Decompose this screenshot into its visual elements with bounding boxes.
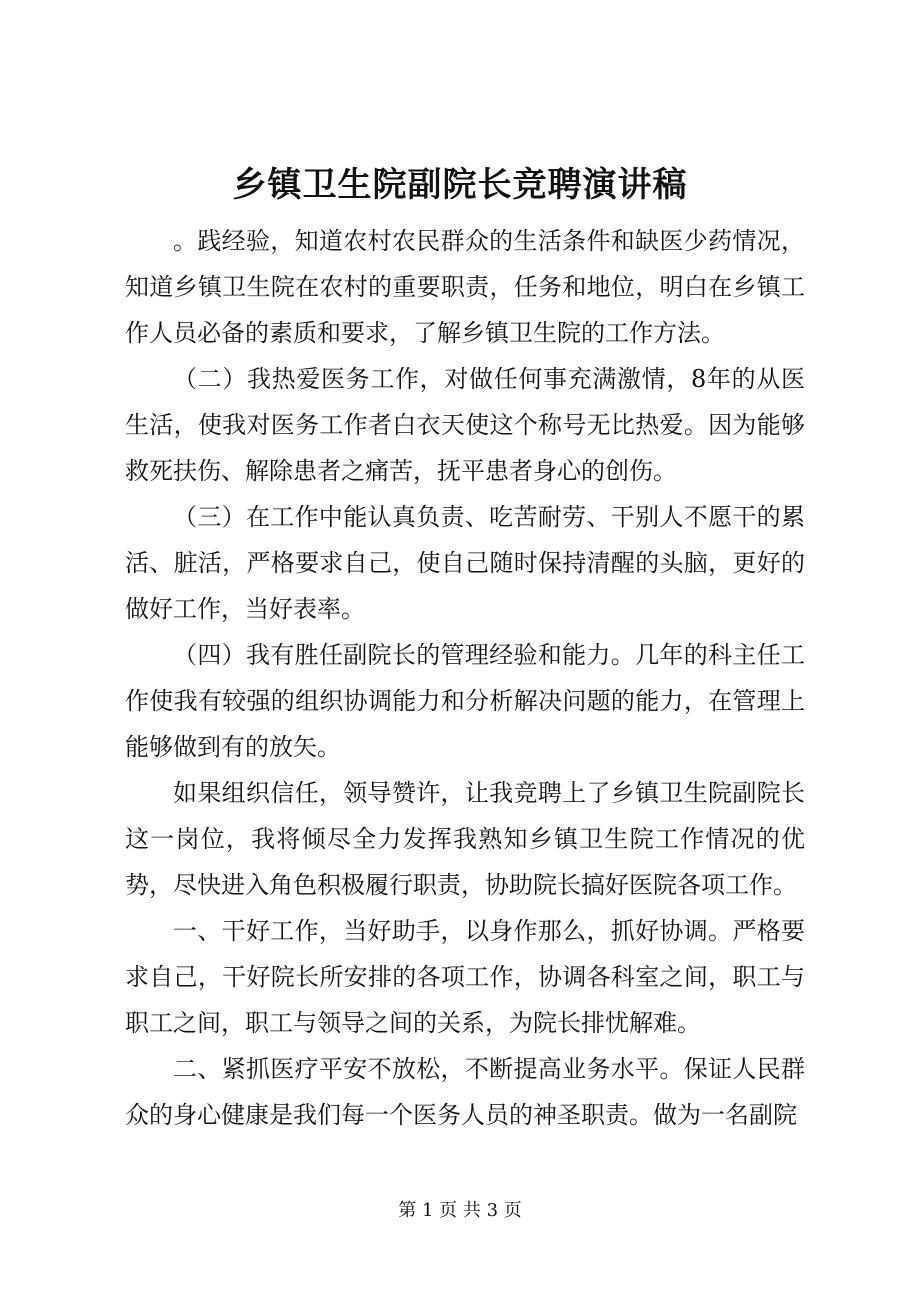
page-footer: 第 1 页 共 3 页 (398, 1200, 522, 1221)
paragraph-commitment: 如果组织信任，领导赞许，让我竞聘上了乡镇卫生院副院长这一岗位，我将倾尽全力发挥我熟知乡镇卫生院工作情况的优势，尽快进入角色积极履行职责，协助院长搞好医院各项工作。 (125, 779, 805, 899)
paragraph-point-2: （二）我热爱医务工作，对做任何事充满激情，8年的从医生活，使我对医务工作者白衣天使这个称号无比热爱。因为能够救死扶伤、解除患者之痛苦，抚平患者身心的创伤。 (125, 365, 805, 485)
paragraph-point-3: （三）在工作中能认真负责、吃苦耐劳、干别人不愿干的累活、脏活，严格要求自己，使自己随时保持清醒的头脑，更好的做好工作，当好表率。 (125, 503, 805, 623)
paragraph-point-4: （四）我有胜任副院长的管理经验和能力。几年的科主任工作使我有较强的组织协调能力和分析解决问题的能力，在管理上能够做到有的放矢。 (125, 641, 805, 761)
document-body (125, 218, 805, 1138)
paragraph-experience: 。践经验，知道农村农民群众的生活条件和缺医少药情况，知道乡镇卫生院在农村的重要职责，任务和地位，明白在乡镇工作人员必备的素质和要求，了解乡镇卫生院的工作方法。 (125, 227, 805, 347)
paragraph-plan-1: 一、干好工作，当好助手，以身作那么，抓好协调。严格要求自己，干好院长所安排的各项工作，协调各科室之间，职工与职工之间，职工与领导之间的关系，为院长排忧解难。 (125, 917, 805, 1037)
document-title: 乡镇卫生院副院长竞聘演讲稿 (232, 165, 688, 205)
paragraph-plan-2: 二、紧抓医疗平安不放松，不断提高业务水平。保证人民群众的身心健康是我们每一个医务人员的神圣职责。做为一名副院 (125, 1055, 805, 1129)
